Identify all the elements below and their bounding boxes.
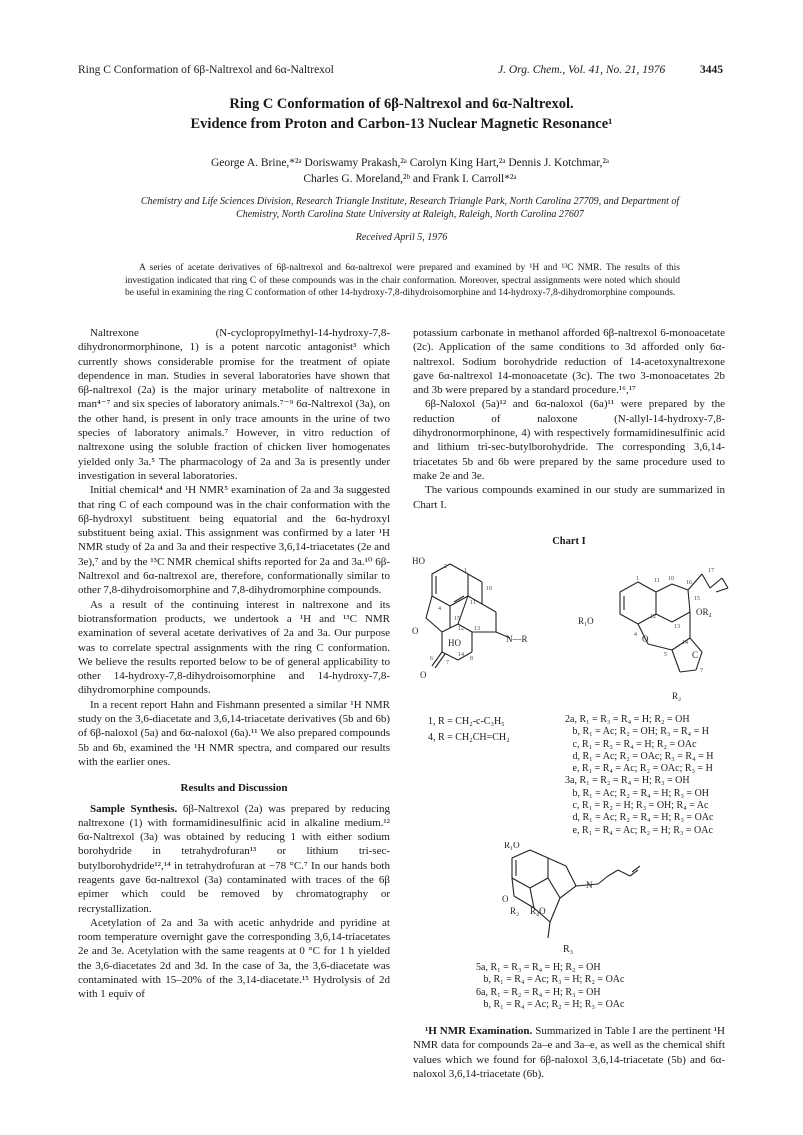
svg-text:O: O [642, 634, 649, 644]
svg-text:R₁O: R₁O [504, 842, 520, 850]
compound-entry: d, R₁ = Ac; R₂ = R₄ = H; R₃ = OAc [565, 812, 714, 824]
compound-list-5-6 [476, 962, 624, 1011]
svg-text:R₄O: R₄O [530, 906, 546, 916]
authors-line1: George A. Brine,*²ᵃ Doriswamy Prakash,²ᵃ Carolyn King Hart,²ᵃ Dennis J. Kotchmar,²ᵃ [210, 157, 610, 169]
svg-text:5: 5 [664, 652, 667, 658]
svg-text:10: 10 [668, 576, 674, 582]
right-column-top [413, 326, 725, 512]
aromatic-ring-a [432, 564, 468, 606]
chart-structures-top [410, 552, 730, 704]
label-r3: R₃ [563, 944, 574, 955]
compound-1-definition: 1, R = CH₂-c-C₃H₅ [428, 716, 505, 727]
affiliation-line2: Chemistry, North Carolina State University at Raleigh, Raleigh, North Carolina 27607 [236, 209, 584, 220]
svg-text:4: 4 [634, 632, 637, 638]
right-paragraph-2: 6β-Naloxol (5a)¹² and 6α-naloxol (6a)¹¹ were prepared by the reduction of naloxone (N-allyl-14-hydroxy-7,8-dihydronormorphinone, 4) with respectively formamidinesulfinic acid and lithium tri-sec-butylborohydride. The corresponding 3,6,14-triacetates 5b and 6b were prepared by the same procedure used to make 2e and 3e. [413, 398, 725, 482]
compound-entry: b, R₁ = R₄ = Ac; R₂ = H; R₃ = OAc [476, 998, 625, 1010]
running-header-journal: J. Org. Chem., Vol. 41, No. 21, 1976 [498, 64, 666, 76]
svg-text:14: 14 [682, 640, 688, 646]
svg-text:14: 14 [458, 652, 464, 658]
right-paragraph-1: potassium carbonate in methanol afforded 6β-naltrexol 6-monoacetate (2c). Application of the same conditions to 3d afforded only 6α-naltrexol. Sodium borohydride reduction of 14-acetoxynaltrexone gave 6α-naltrexol 14-monoacetate (3c). The two 3-monoacetates 2b and 3b were prepared by a standard procedure.¹⁶,¹⁷ [413, 327, 725, 397]
svg-text:O: O [412, 626, 419, 636]
svg-text:HO: HO [448, 638, 461, 648]
svg-text:O: O [502, 894, 509, 904]
svg-text:N—R: N—R [506, 634, 528, 644]
svg-text:13: 13 [474, 626, 480, 632]
svg-text:7: 7 [446, 660, 449, 666]
abstract [125, 262, 680, 300]
svg-text:7: 7 [700, 668, 703, 674]
received-date: Received April 5, 1976 [355, 232, 448, 243]
compound-entry: e, R₁ = R₄ = Ac; R₂ = H; R₃ = OAc [565, 824, 713, 836]
paper-title-line2: Evidence from Proton and Carbon-13 Nuclear Magnetic Resonance¹ [190, 116, 613, 132]
compound-entry: 3a, R₁ = R₂ = R₄ = H; R₃ = OH [565, 775, 690, 787]
chart-title: Chart I [552, 536, 586, 547]
svg-text:1: 1 [636, 576, 639, 582]
svg-text:1: 1 [464, 568, 467, 574]
svg-text:HO: HO [412, 556, 425, 566]
svg-text:R₂: R₂ [510, 906, 520, 916]
compound-entry: 6a, R₁ = R₂ = R₄ = H; R₃ = OH [476, 986, 601, 998]
intro-paragraph-1: Naltrexone (N-cyclopropylmethyl-14-hydroxy-7,8-dihydronormorphinone, 1) is a potent narcotic antagonist³ which currently shows considerable promise for the treatment of opiate dependence in man. Studies in several laboratories have shown that 6β-naltrexol (2a) is the major urinary metabolite of naltrexone in man⁴⁻⁷ and six species of laboratory animals.⁷⁻⁹ 6α-Naltrexol (3a), on the other hand, is present in only trace amounts in the urine of two species of laboratory animals.⁷ However, in vitro reduction of naltrexone using the soluble fraction of chicken liver homogenates yielded only 3a.⁵ The pharmacology of 2a and 3a is presently under investigation in several laboratories. [78, 327, 390, 482]
page-number: 3445 [700, 64, 723, 76]
section-heading: Results and Discussion [180, 782, 288, 795]
svg-text:15: 15 [694, 596, 700, 602]
acetylation-paragraph: Acetylation of 2a and 3a with acetic anhydride and pyridine at room temperature overnight gave the corresponding 3,6,14-triacetates 2e and 3e. Acetylation with the same reagents at 0 °C for 1 h yielded the 3,6-diacetates 2d and 3d. In the case of 3a, the 3,6-diacetate was contaminated with 15–20% of the 3,14-diacetate.¹⁵ Hydrolysis of 2d with 1 equiv of [78, 916, 390, 1001]
compound-entry: c, R₁ = R₂ = H; R₃ = OH; R₄ = Ac [565, 800, 709, 812]
compound-entry: d, R₁ = Ac; R₂ = OAc; R₃ = R₄ = H [565, 750, 714, 762]
svg-text:17: 17 [708, 568, 714, 574]
svg-text:N: N [586, 880, 593, 890]
svg-text:R₁O: R₁O [578, 616, 594, 626]
svg-text:12: 12 [458, 626, 464, 632]
svg-text:6: 6 [430, 656, 433, 662]
affiliation-line1: Chemistry and Life Sciences Division, Research Triangle Institute, Research Triangle Park, North Carolina 27709, and Department of [140, 196, 680, 207]
nmr-paragraph [413, 1024, 725, 1081]
compound-entry: b, R₁ = Ac; R₂ = OH; R₃ = R₄ = H [565, 726, 710, 738]
synthesis-heading: Sample Synthesis. [90, 802, 178, 815]
intro-paragraph-2: Initial chemical⁴ and ¹H NMR⁵ examination of 2a and 3a suggested that ring C of each compound was in the chair conformation with the 6β-hydroxyl substituent being equatorial and the 6α-hydroxyl substituent being axial. This assignment was confirmed by a later ¹H NMR study of 2a and 3a and their respective 3,6,14-triacetates (2e and 3e),⁷ and by the ¹³C NMR chemical shifts reported for 2a and 3a.¹⁰ 6β-Naltrexol and 6α-naltrexol are, therefore, conformationally similar to other 7,8-dihydroisomorphine and 7,8-dihydromorphine compounds. [78, 484, 390, 597]
paper-title-line1: Ring C Conformation of 6β-Naltrexol and 6α-Naltrexol. [229, 96, 574, 112]
compound-entry: b, R₁ = Ac; R₂ = R₄ = H; R₃ = OH [565, 787, 710, 799]
compound-entry: b, R₁ = R₄ = Ac; R₃ = H; R₂ = OAc [476, 974, 625, 986]
compound-entry: 2a, R₁ = R₃ = R₄ = H; R₂ = OH [565, 714, 690, 725]
svg-text:OR₄: OR₄ [696, 607, 712, 617]
svg-text:O: O [420, 670, 427, 680]
svg-text:2: 2 [444, 564, 447, 570]
svg-text:C: C [692, 650, 699, 660]
svg-text:8: 8 [470, 656, 473, 662]
intro-paragraph-3: As a result of the continuing interest in naltrexone and its biotransformation products, we undertook a ¹H and ¹³C NMR examination of several acetate derivatives of 2a and 3a. Our purpose was to correlate spectral assignments with the ring C conformation. We believe the results reported below to be of general applicability to other 14-hydroxy-7,8-dihydroisomorphine and 14-hydroxy-7,8-dihydromorphine compounds. [78, 598, 390, 697]
compound-4-definition: 4, R = CH₂CH=CH₂ [428, 732, 510, 743]
svg-text:12: 12 [650, 614, 656, 620]
svg-text:4: 4 [438, 606, 441, 612]
svg-text:13: 13 [674, 624, 680, 630]
authors-line2: Charles G. Moreland,²ᵇ and Frank I. Carroll*²ᵃ [303, 173, 517, 185]
nmr-text: Summarized in Table I are the pertinent ¹H NMR data for compounds 2a–e and 3a–e, as well as the chemical shift values which we found for 6β-naloxol 3,6,14-triacetate (5b) and 6α-naloxol 3,6,14-triacetate (6b). [413, 1025, 726, 1080]
nmr-heading: ¹H NMR Examination. [425, 1025, 533, 1037]
abstract-text: A series of acetate derivatives of 6β-naltrexol and 6α-naltrexol were prepared and examined by ¹H and ¹³C NMR. The results of this investigation indicated that ring C of these compounds was in the chair conformation. Moreover, spectral assignments were noted which should be useful in examining the ring C conformation of other 14-hydroxy-7,8-dihydroisomorphine and 14-hydroxy-7,8-dihydromorphine compounds. [125, 263, 680, 298]
intro-paragraph-4: In a recent report Hahn and Fishmann presented a similar ¹H NMR study on the 3,6-diacetate and 3,6,14-triacetate derivatives (5b and 6b) of 6β-naloxol (5a) and 6α-naloxol (6a).¹¹ We also prepared compounds 5b and 6b, examined the ¹H NMR spectra, and compared our results with the earlier ones. [78, 698, 390, 768]
svg-text:R₂: R₂ [672, 691, 682, 701]
compound-entry: e, R₁ = R₄ = Ac; R₂ = OAc; R₃ = H [565, 763, 713, 775]
synthesis-paragraph [78, 802, 390, 916]
compound-entry: c, R₁ = R₃ = R₄ = H; R₂ = OAc [565, 738, 697, 750]
chart-structure-naloxol [490, 842, 670, 942]
svg-text:10: 10 [486, 586, 492, 592]
svg-text:15: 15 [454, 616, 460, 622]
left-column [78, 326, 390, 1002]
running-header-left: Ring C Conformation of 6β-Naltrexol and 6α-Naltrexol [78, 64, 334, 76]
svg-text:11: 11 [654, 578, 660, 584]
svg-text:16: 16 [686, 580, 692, 586]
svg-text:11: 11 [470, 600, 476, 606]
right-paragraph-3: The various compounds examined in our study are summarized in Chart I. [413, 484, 725, 511]
compound-list-2-3 [565, 714, 713, 837]
compound-entry: 5a, R₁ = R₃ = R₄ = H; R₂ = OH [476, 962, 601, 973]
right-column-bottom [413, 1024, 725, 1081]
synthesis-text: 6β-Naltrexol (2a) was prepared by reducing naltrexone (1) with formamidinesulfinic acid in alkaline medium.¹² 6α-Naltrexol (3a) was obtained by reducing 1 with either sodium borohydride in tetrahydrofuran¹³ or lithium tri-sec-butylborohydride¹²,¹⁴ in tetrahydrofuran at −78 °C.⁷ In our hands both reagents gave 6α-naltrexol (3a) contaminated with traces of the 6β epimer which could be removed by chromatography or recrystallization. [78, 802, 391, 915]
